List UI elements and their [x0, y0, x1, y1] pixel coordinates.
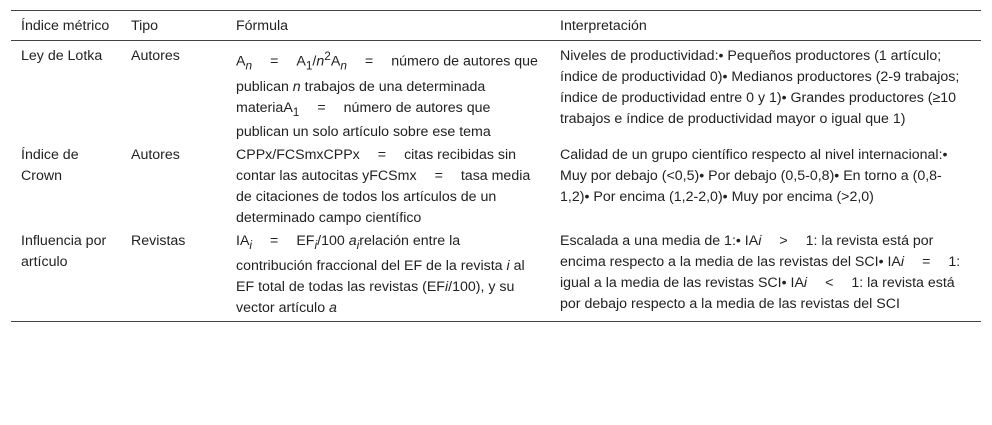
cell-interpretacion	[550, 231, 981, 321]
formula-text: al EF total de todas las revistas (EF	[236, 258, 529, 296]
cell-tipo: Autores	[131, 48, 180, 64]
cell-indice: Influencia por artículo	[21, 233, 107, 271]
formula-text: citas recibidas sin contar las autocitas yFCSmx	[236, 147, 517, 185]
formula-italic: a	[348, 233, 357, 250]
interp-op: <	[825, 275, 834, 292]
formula-text: relación entre la contribución fraccional del EF de la revista	[236, 233, 507, 275]
formula-italic: i	[444, 279, 449, 296]
metrics-table	[11, 10, 981, 322]
formula-op: =	[434, 168, 443, 185]
formula-text: número de autores que publican	[236, 53, 542, 95]
formula-italic: i	[506, 258, 510, 275]
formula-part: /100	[317, 233, 349, 250]
header-row	[11, 11, 981, 41]
formula-sub: i	[356, 238, 360, 253]
interp-op: =	[922, 254, 931, 271]
cell-interpretacion: Calidad de un grupo científico respecto al nivel internacional:• Muy por debajo (<0,5)• Por debajo (0,5-0,8)• En torno a (0,8-1,2)• Por encima (1,2-2,0)• Muy por encima (>2,0)	[560, 147, 948, 206]
formula-sub: i	[314, 238, 318, 253]
interp-text: 1: la revista está por debajo respecto a la media de las revistas del SCI	[560, 275, 955, 313]
formula-part: A	[283, 99, 293, 116]
formula-italic: n	[316, 53, 325, 70]
header-interpretacion: Interpretación	[560, 18, 647, 34]
formula-op: =	[364, 53, 374, 70]
formula-text: /100), y su vector artículo	[236, 279, 519, 317]
formula-text: trabajos de una determinada materia	[236, 78, 490, 116]
cell-formula	[226, 231, 550, 321]
table-container	[11, 10, 981, 322]
formula-part: A	[236, 53, 246, 70]
header-tipo: Tipo	[131, 18, 159, 34]
formula-part: /	[312, 53, 317, 70]
formula-part: A	[296, 53, 306, 70]
formula-part: A	[330, 53, 341, 70]
cell-formula	[226, 145, 550, 231]
header-formula: Fórmula	[236, 18, 289, 34]
cell-indice: Ley de Lotka	[21, 48, 103, 64]
cell-tipo: Revistas	[131, 233, 186, 250]
formula-italic: a	[329, 300, 337, 317]
interp-italic: i	[803, 275, 808, 292]
cell-interpretacion: Niveles de productividad:• Pequeños productores (1 artículo; índice de productividad 0)• Medianos productores (2-9 trabajos; índice de productividad entre 0 y 1)• Grandes productores (≥10 trabajos e índice de productividad mayor o igual que 1)	[560, 48, 960, 127]
header-indice: Índice métrico	[21, 18, 110, 34]
table-header	[11, 11, 981, 41]
formula-italic: n	[292, 78, 301, 95]
formula-sub: 1	[292, 104, 300, 119]
formula-sub: n	[245, 58, 253, 73]
formula-op: =	[270, 53, 279, 70]
interp-op: >	[779, 233, 788, 250]
formula-text: tasa media de citaciones de todos los artículos de un determinado campo científico	[236, 168, 531, 227]
interp-text: Escalada a una media de 1:• IA	[560, 233, 759, 250]
cell-tipo: Autores	[131, 147, 180, 164]
table-row	[11, 231, 981, 321]
formula-sub: i	[249, 238, 253, 253]
formula-text: número de autores que publican un solo artículo sobre ese tema	[236, 99, 491, 141]
table-row	[11, 41, 981, 146]
interp-text: 1: la revista está por encima respecto a la media de las revistas del SCI• IA	[560, 233, 934, 271]
formula-part: EF	[296, 233, 315, 250]
formula-op: =	[270, 233, 279, 250]
table-row	[11, 145, 981, 231]
formula-op: =	[317, 99, 326, 116]
formula-sup: 2	[324, 49, 331, 63]
formula-text: CPPx/FCSmxCPPx	[236, 147, 360, 164]
interp-text: 1: igual a la media de las revistas SCI• IA	[560, 254, 961, 292]
formula-sub: 1	[305, 58, 313, 73]
interp-italic: i	[758, 233, 762, 250]
cell-formula	[226, 41, 550, 146]
formula-sub: n	[340, 58, 347, 73]
formula-part: IA	[236, 233, 250, 250]
table-body	[11, 41, 981, 322]
formula-op: =	[377, 147, 387, 164]
interp-italic: i	[900, 254, 905, 271]
cell-indice: Índice de Crown	[21, 147, 79, 185]
